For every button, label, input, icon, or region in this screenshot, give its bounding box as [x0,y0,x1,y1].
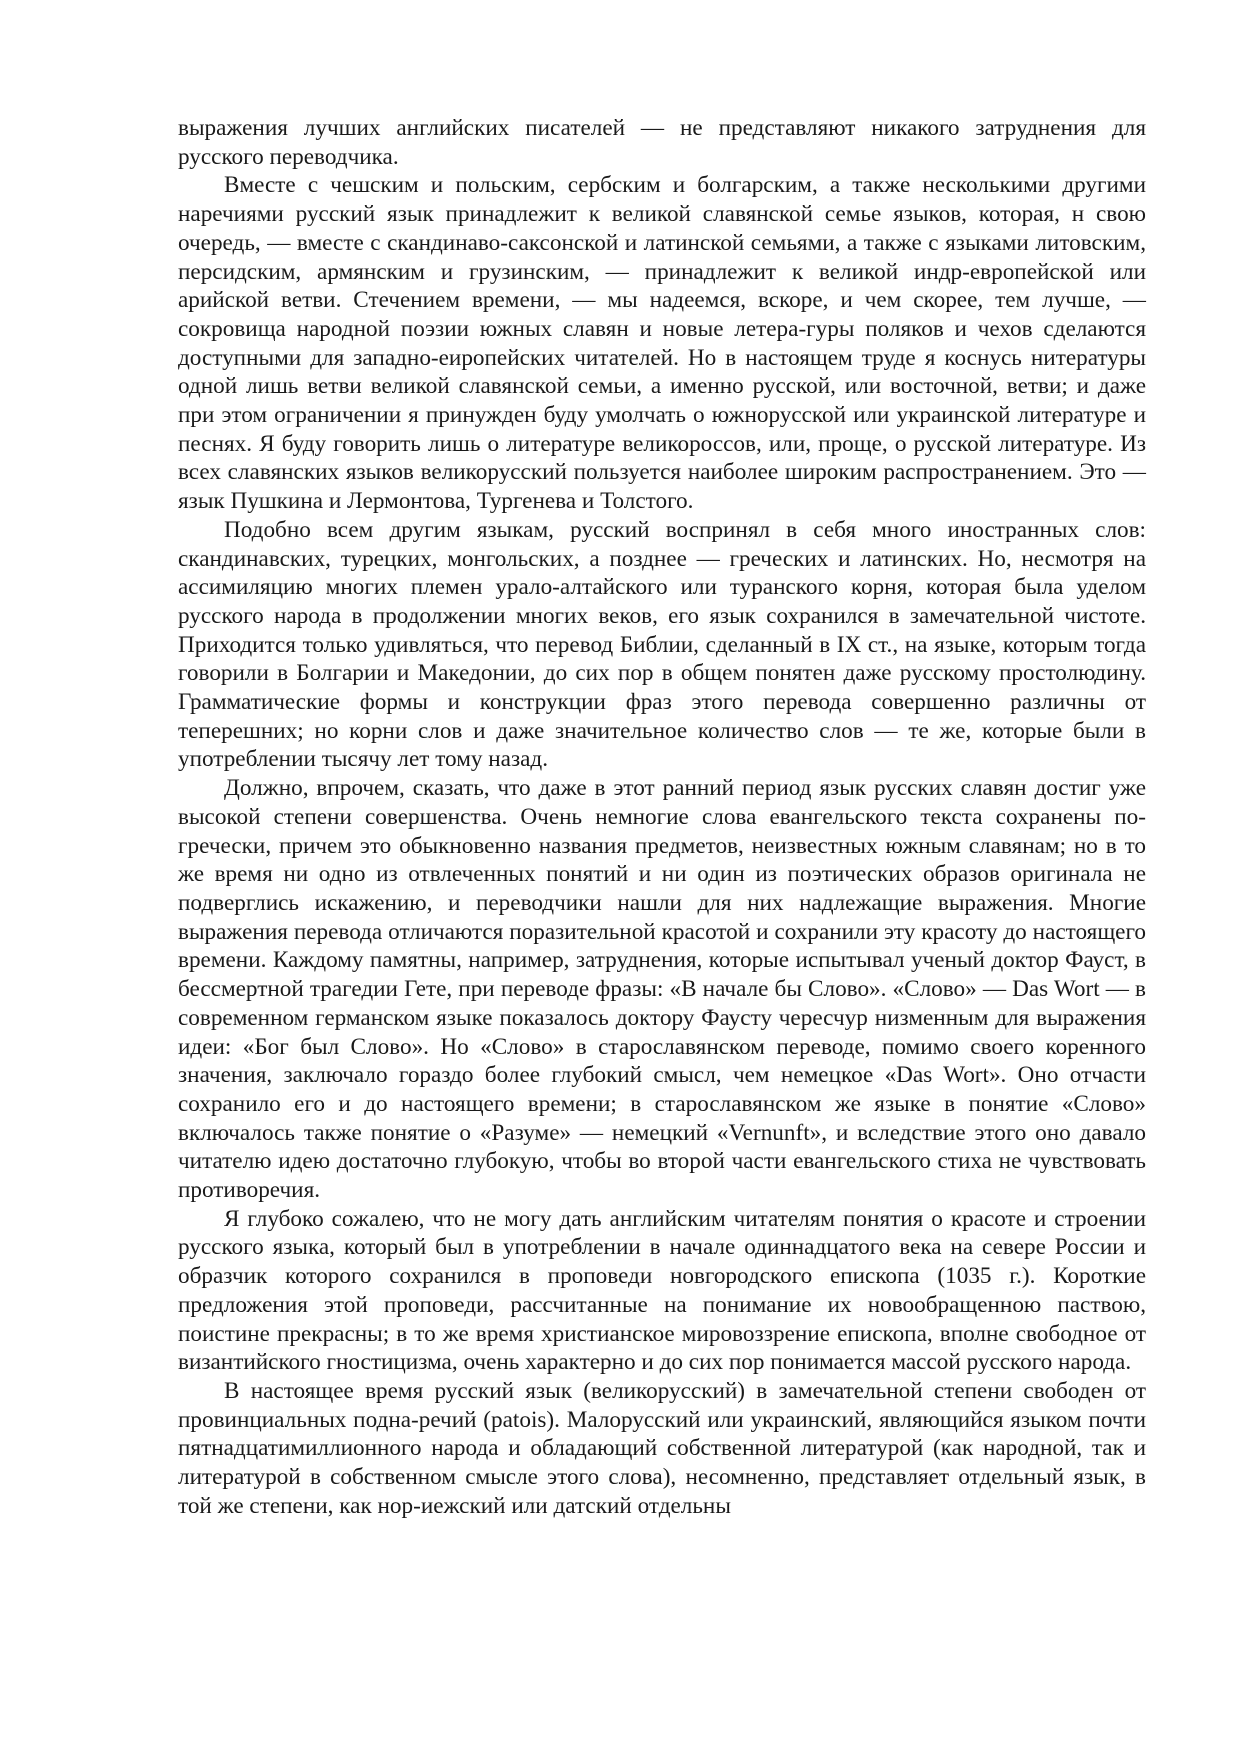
document-page [178,114,1146,1520]
paragraph-5: Я глубоко сожалею, что не могу дать английским читателям понятия о красоте и строении русского языка, который был в употреблении в начале одиннадцатого века на севере России и образчик которого сохранился в проповеди новгородского епископа (1035 г.). Короткие предложения этой проповеди, рассчитанные на понимание их новообращенною паствою, поистине прекрасны; в то же время христианское мировоззрение епископа, вполне свободное от византийского гностицизма, очень характерно и до сих пор понимается массой русского народа. [178,1205,1146,1376]
paragraph-3: Подобно всем другим языкам, русский воспринял в себя много иностранных слов: скандинавских, турецких, монгольских, а позднее — греческих и латинских. Но, несмотря на ассимиляцию многих племен урало-алтайского или туранского корня, которая была уделом русского народа в продолжении многих веков, его язык сохранился в замечательной чистоте. Приходится только удивляться, что перевод Библии, сделанный в IX ст., на языке, которым тогда говорили в Болгарии и Македонии, до сих пор в общем понятен даже русскому простолюдину. Грамматические формы и конструкции фраз этого перевода совершенно различны от теперешних; но корни слов и даже значительное количество слов — те же, которые были в употреблении тысячу лет тому назад. [178,516,1146,773]
paragraph-1: выражения лучших английских писателей — не представляют никакого затруднения для русского переводчика. [178,115,1146,170]
paragraph-6: В настоящее время русский язык (великорусский) в замечательной степени свободен от провинциальных подна-речий (patois). Малорусский или украинский, являющийся языком почти пятнадцатимиллионного народа и обладающий собственной литературой (как народной, так и литературой в собственном смысле этого слова), несомненно, представляет отдельный язык, в той же степени, как нор-иежский или датский отдельны [178,1377,1146,1519]
paragraph-4: Должно, впрочем, сказать, что даже в этот ранний период язык русских славян достиг уже высокой степени совершенства. Очень немногие слова евангельского текста сохранены по-гречески, причем это обыкновенно названия предметов, неизвестных южным славянам; но в то же время ни одно из отвлеченных понятий и ни один из поэтических образов оригинала не подверглись искажению, и переводчики нашли для них надлежащие выражения. Многие выражения перевода отличаются поразительной красотой и сохранили эту красоту до настоящего времени. Каждому памятны, например, затруднения, которые испытывал ученый доктор Фауст, в бессмертной трагедии Гете, при переводе фразы: «В начале бы Слово». «Слово» — Das Wort — в современном германском языке показалось доктору Фаусту чересчур низменным для выражения идеи: «Бог был Слово». Но «Слово» в старославянском переводе, помимо своего коренного значения, заключало гораздо более глубокий смысл, чем немецкое «Das Wort». Оно отчасти сохранило его и до настоящего времени; в старославянском же языке в понятие «Слово» включалось также понятие о «Разуме» — немецкий «Vernunft», и вследствие этого оно давало читателю идею достаточно глубокую, чтобы во второй части евангельского стиха не чувствовать противоречия. [178,775,1146,1204]
paragraph-2: Вместе с чешским и польским, сербским и болгарским, а также несколькими другими наречиями русский язык принадлежит к великой славянской семье языков, которая, н свою очередь, — вместе с скандинаво-саксонской и латинской семьями, а также с языками литовским, персидским, армянским и грузинским, — принадлежит к великой индр-европейской или арийской ветви. Стечением времени, — мы надеемся, вскоре, и чем скорее, тем лучше, — сокровища народной поэзии южных славян и новые летера-гуры поляков и чехов сделаются доступными для западно-еиропейских читателей. Но в настоящем труде я коснусь нитературы одной лишь ветви великой славянской семьи, а именно русской, или восточной, ветви; и даже при этом ограничении я принужден буду умолчать о южнорусской или украинской литературе и песнях. Я буду говорить лишь о литературе великороссов, или, проще, о русской литературе. Из всех славянских языков великорусский пользуется наиболее широким распространением. Это — язык Пушкина и Лермонтова, Тургенева и Толстого. [178,172,1146,515]
